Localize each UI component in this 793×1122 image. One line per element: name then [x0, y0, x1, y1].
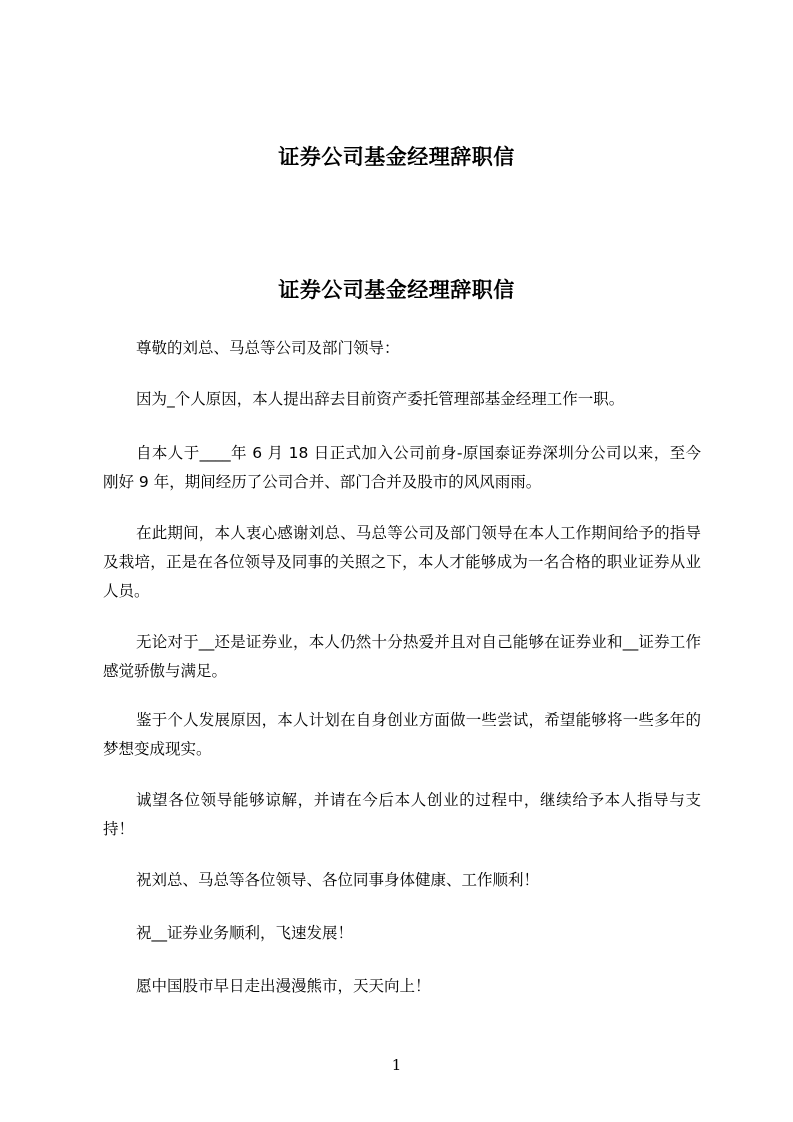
paragraph-wish-colleagues: 祝刘总、马总等各位领导、各位同事身体健康、工作顺利！ — [136, 871, 540, 889]
page-number: 1 — [391, 1056, 402, 1074]
document-title: 证券公司基金经理辞职信 — [278, 278, 515, 302]
paragraph-wish-market: 愿中国股市早日走出漫漫熊市，天天向上！ — [136, 977, 431, 995]
paragraph-history: 自本人于____年 6 月 18 日正式加入公司前身-原国泰证券深圳分公司以来，至今刚好 9 年，期间经历了公司合并、部门合并及股市的风风雨雨。 — [103, 444, 701, 491]
salutation: 尊敬的刘总、马总等公司及部门领导： — [136, 339, 400, 357]
paragraph-wish-company: 祝__证券业务顺利，飞速发展！ — [136, 924, 354, 942]
paragraph-gratitude: 在此期间，本人衷心感谢刘总、马总等公司及部门领导在本人工作期间给予的指导及栽培，正是在各位领导及同事的关照之下，本人才能够成为一名合格的职业证券从业人员。 — [103, 524, 701, 600]
paragraph-plan: 鉴于个人发展原因，本人计划在自身创业方面做一些尝试，希望能够将一些多年的梦想变成现实。 — [103, 711, 701, 758]
paragraph-reason: 因为_个人原因，本人提出辞去目前资产委托管理部基金经理工作一职。 — [136, 390, 625, 408]
document-header-title: 证券公司基金经理辞职信 — [278, 145, 515, 169]
paragraph-passion: 无论对于__还是证券业，本人仍然十分热爱并且对自己能够在证券业和__证券工作感觉骄傲与满足。 — [103, 633, 701, 680]
paragraph-request: 诚望各位领导能够谅解，并请在今后本人创业的过程中，继续给予本人指导与支持！ — [103, 791, 701, 838]
